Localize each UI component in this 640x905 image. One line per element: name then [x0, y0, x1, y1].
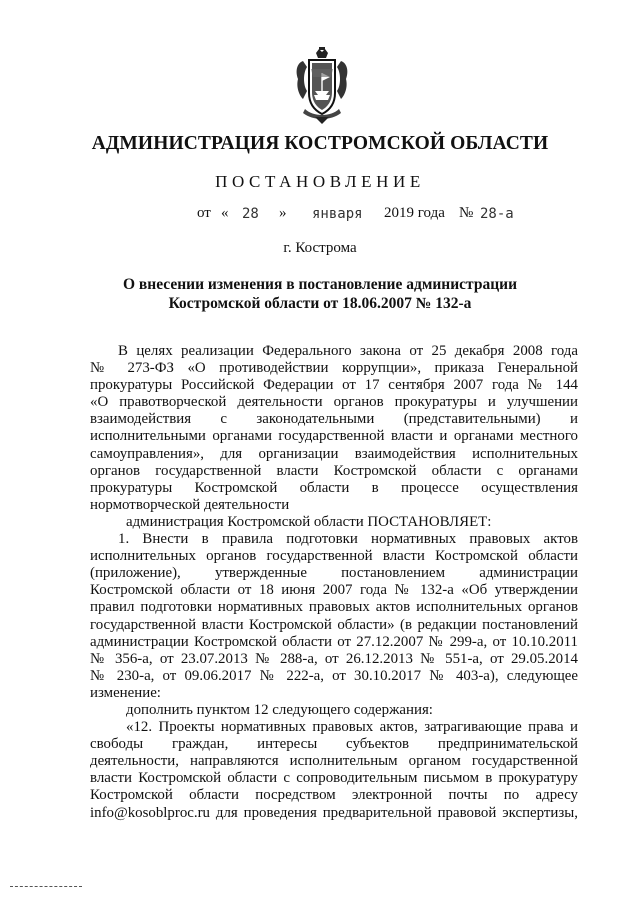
date-year: 2019 года — [384, 205, 445, 221]
body-line: дополнить пунктом 12 следующего содержания: — [126, 701, 433, 718]
body-line: исполнительных органов государственной власти Костромской области — [90, 548, 578, 565]
date-month: января — [312, 206, 363, 222]
body-line: деятельности, направляются исполнительным органом государственной — [90, 753, 578, 770]
body-line: № 273-ФЗ «О противодействии коррупции», приказа Генеральной — [90, 360, 578, 377]
body-line: Костромской области от 18 июня 2007 года № 132-а «Об утверждении — [90, 582, 578, 599]
title-line: Костромской области от 18.06.2007 № 132-а — [168, 295, 472, 312]
document-body — [90, 343, 578, 822]
body-line: № 356-а, от 23.07.2013 № 288-а, от 26.12.2013 № 551-а, от 29.05.2014 — [90, 650, 578, 667]
number-sign: № — [459, 205, 474, 221]
coat-of-arms-emblem — [293, 47, 351, 125]
body-line: взаимодействия с законодательными (представительными) и — [90, 411, 578, 428]
body-line: исполнительными органами государственной власти и органами местного — [90, 428, 578, 445]
body-line: органов государственной власти Костромской области с органами — [90, 462, 578, 479]
body-line: прокуратуры Костромской области в процессе осуществления — [90, 479, 578, 496]
body-line: власти Костромской области с сопроводительным письмом в прокуратуру — [90, 770, 578, 787]
document-type: ПОСТАНОВЛЕНИЕ — [215, 172, 425, 191]
body-line: info@kosoblproc.ru для проведения предварительной правовой экспертизы, — [90, 804, 578, 821]
body-line: «12. Проекты нормативных правовых актов, затрагивающие права и — [126, 719, 578, 736]
body-line: изменение: — [90, 684, 161, 701]
title-line: О внесении изменения в постановление администрации — [122, 276, 518, 293]
city: г. Кострома — [283, 240, 357, 256]
body-line: 1. Внести в правила подготовки нормативных правовых актов — [118, 531, 578, 548]
organization-name: АДМИНИСТРАЦИЯ КОСТРОМСКОЙ ОБЛАСТИ — [91, 133, 549, 154]
date-line — [0, 205, 640, 227]
body-line: администрация Костромской области ПОСТАНОВЛЯЕТ: — [126, 513, 492, 530]
quote-open: « — [221, 205, 229, 221]
body-line: Костромской области посредством электронной почты по адресу — [90, 787, 578, 804]
body-line: свободы граждан, интересы субъектов предпринимательской — [90, 736, 578, 753]
document-title — [0, 275, 640, 313]
body-line: (приложение), утвержденные постановлением администрации — [90, 565, 578, 582]
body-line: самоуправления», для организации взаимодействия исполнительных — [90, 445, 578, 462]
footer-divider — [10, 886, 82, 887]
body-line: правил подготовки нормативных правовых актов исполнительных органов — [90, 599, 578, 616]
body-line: администрации Костромской области от 27.12.2007 № 299-а, от 10.10.2011 — [90, 633, 578, 650]
body-line: № 230-а, от 09.06.2017 № 222-а, от 30.10.2017 № 403-а), следующее — [90, 667, 578, 684]
body-line: прокуратуры Российской Федерации от 17 сентября 2007 года № 144 — [90, 377, 578, 394]
body-line: «О правотворческой деятельности органов прокуратуры и улучшении — [90, 394, 578, 411]
quote-close: » — [279, 205, 287, 221]
body-line: В целях реализации Федерального закона от 25 декабря 2008 года — [118, 343, 578, 359]
body-line: государственной власти Костромской области» (в редакции постановлений — [90, 616, 578, 633]
date-prefix: от — [197, 205, 211, 221]
date-day: 28 — [242, 206, 259, 222]
document-number: 28-а — [480, 206, 514, 222]
body-line: нормотворческой деятельности — [90, 496, 290, 513]
